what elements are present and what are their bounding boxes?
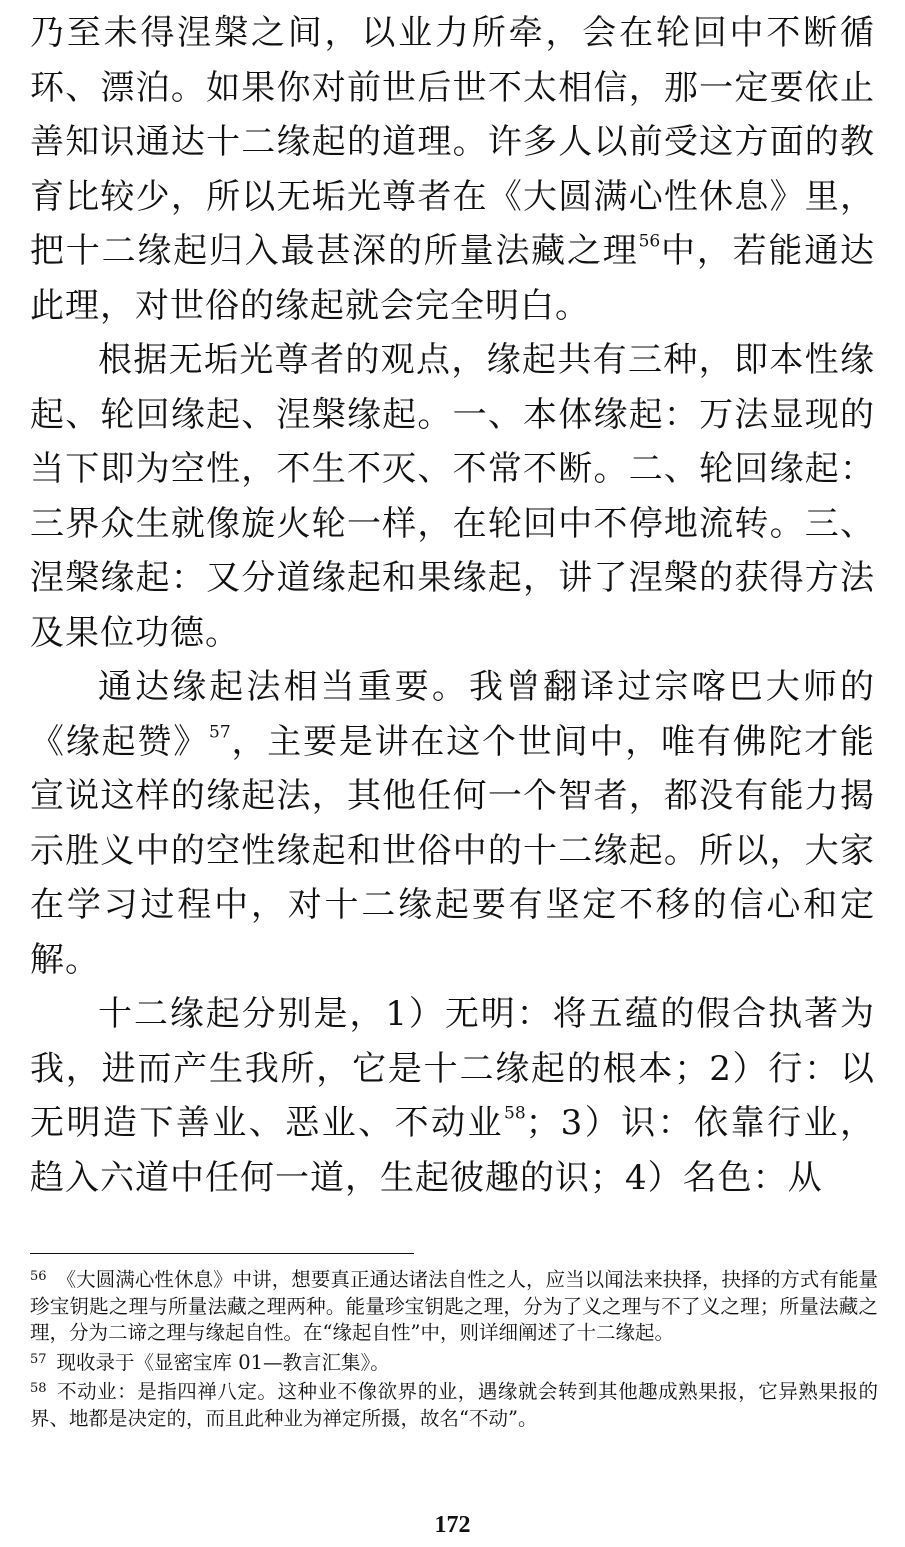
footnote-ref-56[interactable]: 56 (638, 231, 661, 252)
page-number: 172 (434, 1512, 471, 1538)
footnote-number: 56 (30, 1269, 47, 1284)
paragraph-2: 根据无垢光尊者的观点，缘起共有三种，即本性缘起、轮回缘起、涅槃缘起。一、本体缘起：万法显现的当下即为空性，不生不灭、不常不断。二、轮回缘起：三界众生就像旋火轮一样，在轮回中不停地流转。三、涅槃缘起：又分道缘起和果缘起，讲了涅槃的获得方法及果位功德。 (30, 340, 875, 653)
footnote-ref-57[interactable]: 57 (209, 722, 231, 743)
footnotes (30, 1264, 878, 1432)
footnote-divider (30, 1253, 414, 1254)
paragraph-4: 十二缘起分别是，1）无明：将五蕴的假合执著为我，进而产生我所，它是十二缘起的根本；2）行：以无明造下善业、恶业、不动业$^{58}$；3）识：依靠行业，趋入六道中任何一道，生起彼趣的识；4）名色：从 (30, 994, 875, 1198)
paragraph-1: 乃至未得涅槃之间，以业力所牵，会在轮回中不断循环、漂泊。如果你对前世后世不太相信，那一定要依止善知识通达十二缘起的道理。许多人以前受这方面的教育比较少，所以无垢光尊者在《大圆满心性休息》里，把十二缘起归入最甚深的所量法藏之理$^{56}$中，若能通达此理，对世俗的缘起就会完全明白。 (30, 13, 876, 326)
footnote-57: $^{57}$ 现收录于《显密宝库 01—教言汇集》。 (30, 1350, 390, 1374)
footnote-ref-58[interactable]: 58 (504, 1103, 526, 1124)
footnote-58: $^{58}$ 不动业：是指四禅八定。这种业不像欲界的业，遇缘就会转到其他趣成熟果报，它异熟果报的界、地都是决定的，而且此种业为禅定所摄，故名“不动”。 (30, 1380, 878, 1430)
footnote-number: 58 (30, 1381, 47, 1396)
main-text (30, 6, 875, 1205)
footnote-number: 57 (30, 1351, 47, 1367)
footnote-56: $^{56}$ 《大圆满心性休息》中讲，想要真正通达诸法自性之人，应当以闻法来抉择，抉择的方式有能量珍宝钥匙之理与所量法藏之理两种。能量珍宝钥匙之理，分为了义之理与不了义之理；所量法藏之理，分为二谛之理与缘起自性。在“缘起自性”中，则详细阐述了十二缘起。 (30, 1268, 878, 1344)
paragraph-3: 通达缘起法相当重要。我曾翻译过宗喀巴大师的《缘起赞》$^{57}$，主要是讲在这个世间中，唯有佛陀才能宣说这样的缘起法，其他任何一个智者，都没有能力揭示胜义中的空性缘起和世俗中的十二缘起。所以，大家在学习过程中，对十二缘起要有坚定不移的信心和定解。 (30, 667, 876, 980)
